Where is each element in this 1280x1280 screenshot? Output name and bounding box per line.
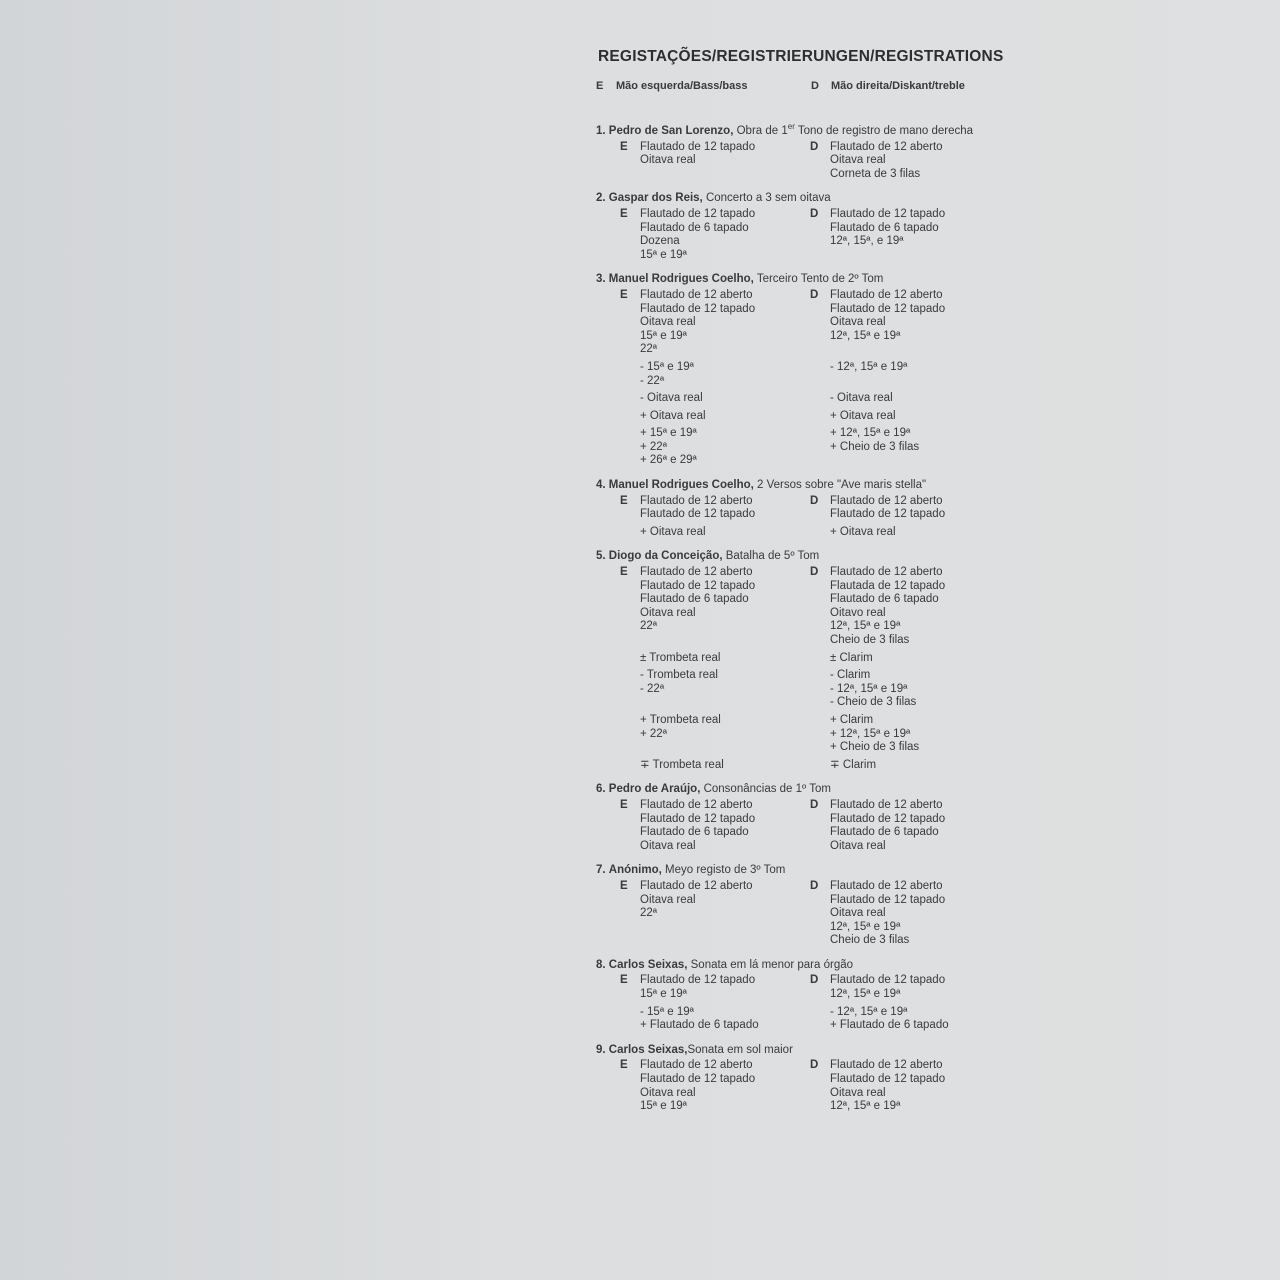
registration-line: Oitava real [830,907,886,920]
registration-line: 15ª e 19ª [640,248,687,261]
registration-line: 22ª [640,343,658,356]
hand-mark: E [620,207,628,220]
registration-lines [640,495,755,540]
registration-line: Oitava real [640,154,696,167]
registration-line: Flautado de 6 tapado [830,593,939,606]
registration-columns [620,1059,1256,1113]
composer-name: Manuel Rodrigues Coelho, [608,273,754,286]
registration-line: + Cheio de 3 filas [830,440,920,453]
registration-line: Flautado de 12 tapado [830,812,946,825]
registration-column-left [620,289,810,468]
hand-mark: E [620,140,628,153]
legend-left-key: E [596,79,604,92]
registration-line [640,634,755,648]
registration-column-right [810,141,943,182]
registration-column-left [620,208,810,262]
registration-line: 12ª, 15ª e 19ª [830,620,901,633]
registration-line: Flautado de 12 tapado [830,1073,946,1086]
hand-mark: E [620,879,628,892]
registration-line: Cheio de 3 filas [830,934,910,947]
registration-lines [640,566,755,772]
registration-line: Flautado de 12 aberto [640,1059,753,1072]
registration-columns [620,289,1256,468]
piece-entry [596,864,1256,948]
hand-mark: E [620,974,628,987]
registration-line: + Trombeta real [640,713,721,726]
registration-line: + Flautado de 6 tapado [640,1019,759,1032]
registration-column-left [620,141,810,182]
composer-name: Pedro de San Lorenzo, [608,125,734,138]
registration-line: Flautado de 12 aberto [640,566,753,579]
registration-columns [620,208,1256,262]
legend-left-label: Mão esquerda/Bass/bass [616,79,748,92]
registration-line: 15ª e 19ª [640,1100,687,1113]
hand-mark: D [810,288,819,301]
registration-line: Flautada de 12 tapado [830,579,946,592]
hand-mark: E [620,1059,628,1072]
registration-line: + 22ª [640,440,667,453]
registration-line: + Cheio de 3 filas [830,741,920,754]
registration-line: Flautado de 6 tapado [640,221,749,234]
legend-left [596,80,811,94]
legend-right-label: Mão direita/Diskant/treble [831,79,965,92]
piece-entry [596,783,1256,853]
registration-line: ∓ Clarim [830,758,877,771]
registration-lines [640,141,755,182]
piece-heading [596,192,1256,206]
registration-column-left [620,566,810,772]
registration-columns [620,974,1256,1032]
registration-line [830,343,945,357]
registration-lines [640,1059,755,1113]
piece-number: 5. [596,550,606,563]
registration-line: - Clarim [830,669,871,682]
piece-heading [596,273,1256,287]
composer-name: Pedro de Araújo, [608,783,701,796]
registration-line: Flautado de 12 aberto [640,879,753,892]
registration-line: - 22ª [640,374,665,387]
piece-number: 8. [596,958,606,971]
pieces-list [596,120,1256,1114]
registration-line: - 12ª, 15ª e 19ª [830,682,908,695]
registration-line: Flautado de 12 tapado [640,974,756,987]
registration-line [640,696,755,710]
registration-line: 15ª e 19ª [640,988,687,1001]
piece-number: 6. [596,783,606,796]
registration-line: Flautado de 12 aberto [640,288,753,301]
registration-lines [640,974,759,1032]
composer-name: Carlos Seixas, [608,958,688,971]
registration-line: 12ª, 15ª e 19ª [830,988,901,1001]
registration-column-right [810,880,945,948]
registration-line: Flautado de 12 aberto [830,798,943,811]
piece-heading [596,864,1256,878]
registration-line: - Trombeta real [640,669,718,682]
registration-line: 12ª, 15ª e 19ª [830,329,901,342]
registration-line: Flautado de 12 aberto [830,566,943,579]
registration-line: + 22ª [640,727,667,740]
registration-line: Flautado de 6 tapado [640,593,749,606]
hand-mark: D [810,494,819,507]
registration-lines [830,799,945,853]
registration-column-right [810,289,945,468]
registration-lines [830,495,945,540]
registration-line: 12ª, 15ª e 19ª [830,920,901,933]
piece-number: 3. [596,273,606,286]
registration-line: + 12ª, 15ª e 19ª [830,427,911,440]
piece-number: 1. [596,125,606,138]
registration-line: + Oitava real [640,409,706,422]
registration-line: - 15ª e 19ª [640,360,694,373]
registration-lines [640,880,753,948]
registration-line: Oitava real [830,154,886,167]
registration-line: Flautado de 12 tapado [830,974,946,987]
registration-line: Oitava real [640,606,696,619]
piece-entry [596,479,1256,539]
piece-title: Batalha de 5º Tom [722,550,820,563]
registration-line: Oitava real [830,1086,886,1099]
hand-mark: D [810,974,819,987]
piece-number: 7. [596,864,606,877]
hand-mark: E [620,798,628,811]
registration-line: 12ª, 15ª, e 19ª [830,235,904,248]
registration-lines [830,1059,945,1113]
hand-mark: D [810,798,819,811]
registration-line: Flautado de 12 tapado [830,508,946,521]
hand-mark: E [620,288,628,301]
registration-column-right [810,799,945,853]
registration-line: Flautado de 12 aberto [830,288,943,301]
registration-column-left [620,799,810,853]
registration-line: + 12ª, 15ª e 19ª [830,727,911,740]
registration-columns [620,880,1256,948]
piece-title: Obra de 1 [733,125,788,138]
registration-column-right [810,974,949,1032]
registration-line [640,741,755,755]
registration-line: Flautado de 12 tapado [640,579,756,592]
registration-lines [830,566,945,772]
registration-column-left [620,495,810,540]
registration-line: 22ª [640,907,658,920]
registration-column-right [810,495,945,540]
registration-line: - 12ª, 15ª e 19ª [830,1005,908,1018]
piece-heading [596,959,1256,973]
registration-line: Flautado de 12 tapado [830,207,946,220]
piece-entry [596,120,1256,181]
registration-line: Flautado de 12 tapado [640,1073,756,1086]
piece-heading [596,1044,1256,1058]
composer-name: Manuel Rodrigues Coelho, [608,479,754,492]
registration-lines [830,208,945,262]
registration-column-right [810,566,945,772]
piece-entry [596,1044,1256,1114]
registration-line: Flautado de 6 tapado [830,826,939,839]
registration-line: Flautado de 12 aberto [830,1059,943,1072]
registration-line: Flautado de 12 aberto [830,879,943,892]
section-title: REGISTAÇÕES/REGISTRIERUNGEN/REGISTRATIONS [598,48,1004,65]
registration-line: + Clarim [830,713,874,726]
registration-line: Flautado de 12 tapado [640,140,756,153]
hand-mark: D [810,879,819,892]
piece-title: Meyo registo de 3º Tom [661,864,786,877]
hand-mark: D [810,207,819,220]
registration-line: Cheio de 3 filas [830,634,910,647]
registration-lines [640,289,755,468]
piece-entry [596,550,1256,772]
piece-title: 2 Versos sobre "Ave maris stella" [753,479,927,492]
registration-lines [830,974,949,1032]
registration-line: Oitavo real [830,606,886,619]
registration-column-right [810,208,945,262]
registration-line: Flautado de 6 tapado [640,826,749,839]
piece-title: Sonata em lá menor para órgão [687,958,854,971]
registration-columns [620,799,1256,853]
registration-lines [640,799,755,853]
registration-line: Flautado de 12 aberto [640,798,753,811]
registration-line: - 12ª, 15ª e 19ª [830,360,908,373]
registration-line: 15ª e 19ª [640,329,687,342]
hand-mark: D [810,140,819,153]
registration-line: + Oitava real [640,525,706,538]
composer-name: Gaspar dos Reis, [608,192,703,205]
piece-entry [596,959,1256,1033]
registration-line: Flautado de 12 tapado [640,508,756,521]
hand-mark: E [620,494,628,507]
registration-column-right [810,1059,945,1113]
hand-legend [596,80,1256,94]
registration-column-left [620,974,810,1032]
registration-line: 12ª, 15ª e 19ª [830,1100,901,1113]
registration-line: Flautado de 12 aberto [640,494,753,507]
registration-column-left [620,880,810,948]
composer-name: Anónimo, [608,864,662,877]
piece-number: 4. [596,479,606,492]
registration-line: Flautado de 12 aberto [830,494,943,507]
registration-line: ∓ Trombeta real [640,758,724,771]
title-superscript: er [787,122,795,132]
registration-lines [830,141,943,182]
registration-columns [620,566,1256,772]
piece-heading [596,479,1256,493]
piece-heading [596,120,1256,138]
registration-line: ± Clarim [830,651,873,664]
registration-line: Flautado de 12 aberto [830,140,943,153]
registration-line: Oitava real [830,839,886,852]
registration-line: Flautado de 12 tapado [830,893,946,906]
registration-line: + Flautado de 6 tapado [830,1019,949,1032]
registration-columns [620,495,1256,540]
piece-entry [596,192,1256,262]
piece-number: 2. [596,192,606,205]
registration-line: + 26ª e 29ª [640,454,697,467]
registration-line: Oitava real [830,316,886,329]
registration-column-left [620,1059,810,1113]
registration-line: - Cheio de 3 filas [830,696,917,709]
registration-line: + Oitava real [830,525,896,538]
registration-line: Flautado de 12 tapado [830,302,946,315]
hand-mark: D [810,1059,819,1072]
registration-line: Oitava real [640,893,696,906]
legend-right-key: D [811,79,819,92]
piece-heading [596,783,1256,797]
registration-columns [620,141,1256,182]
registration-line: Corneta de 3 filas [830,167,921,180]
registration-line: Oitava real [640,316,696,329]
hand-mark: D [810,566,819,579]
piece-entry [596,273,1256,468]
registration-line: Flautado de 12 tapado [640,302,756,315]
piece-title: Terceiro Tento de 2º Tom [753,273,884,286]
registration-line: ± Trombeta real [640,651,721,664]
composer-name: Carlos Seixas, [608,1043,688,1056]
piece-title-rest: Tono de registro de mano derecha [794,125,974,138]
registration-line: - Oitava real [830,392,893,405]
registration-line: Flautado de 12 tapado [640,207,756,220]
registration-line: Flautado de 12 tapado [640,812,756,825]
registration-line: Dozena [640,235,680,248]
registration-lines [830,289,945,468]
hand-mark: E [620,566,628,579]
registration-lines [640,208,755,262]
piece-title: Concerto a 3 sem oitava [702,192,831,205]
registration-lines [830,880,945,948]
registration-line: - Oitava real [640,392,703,405]
piece-number: 9. [596,1043,606,1056]
registrations-section [596,50,1256,1125]
piece-title: Sonata em sol maior [687,1043,793,1056]
registration-line: 22ª [640,620,658,633]
registration-line: Oitava real [640,839,696,852]
registration-line: - 15ª e 19ª [640,1005,694,1018]
legend-right [811,80,1026,94]
registration-line: Oitava real [640,1086,696,1099]
composer-name: Diogo da Conceição, [608,550,723,563]
registration-line: - 22ª [640,682,665,695]
registration-line [830,375,945,389]
registration-line: + 15ª e 19ª [640,427,697,440]
piece-heading [596,550,1256,564]
piece-title: Consonâncias de 1º Tom [700,783,831,796]
registration-line: Flautado de 6 tapado [830,221,939,234]
registration-line: + Oitava real [830,409,896,422]
